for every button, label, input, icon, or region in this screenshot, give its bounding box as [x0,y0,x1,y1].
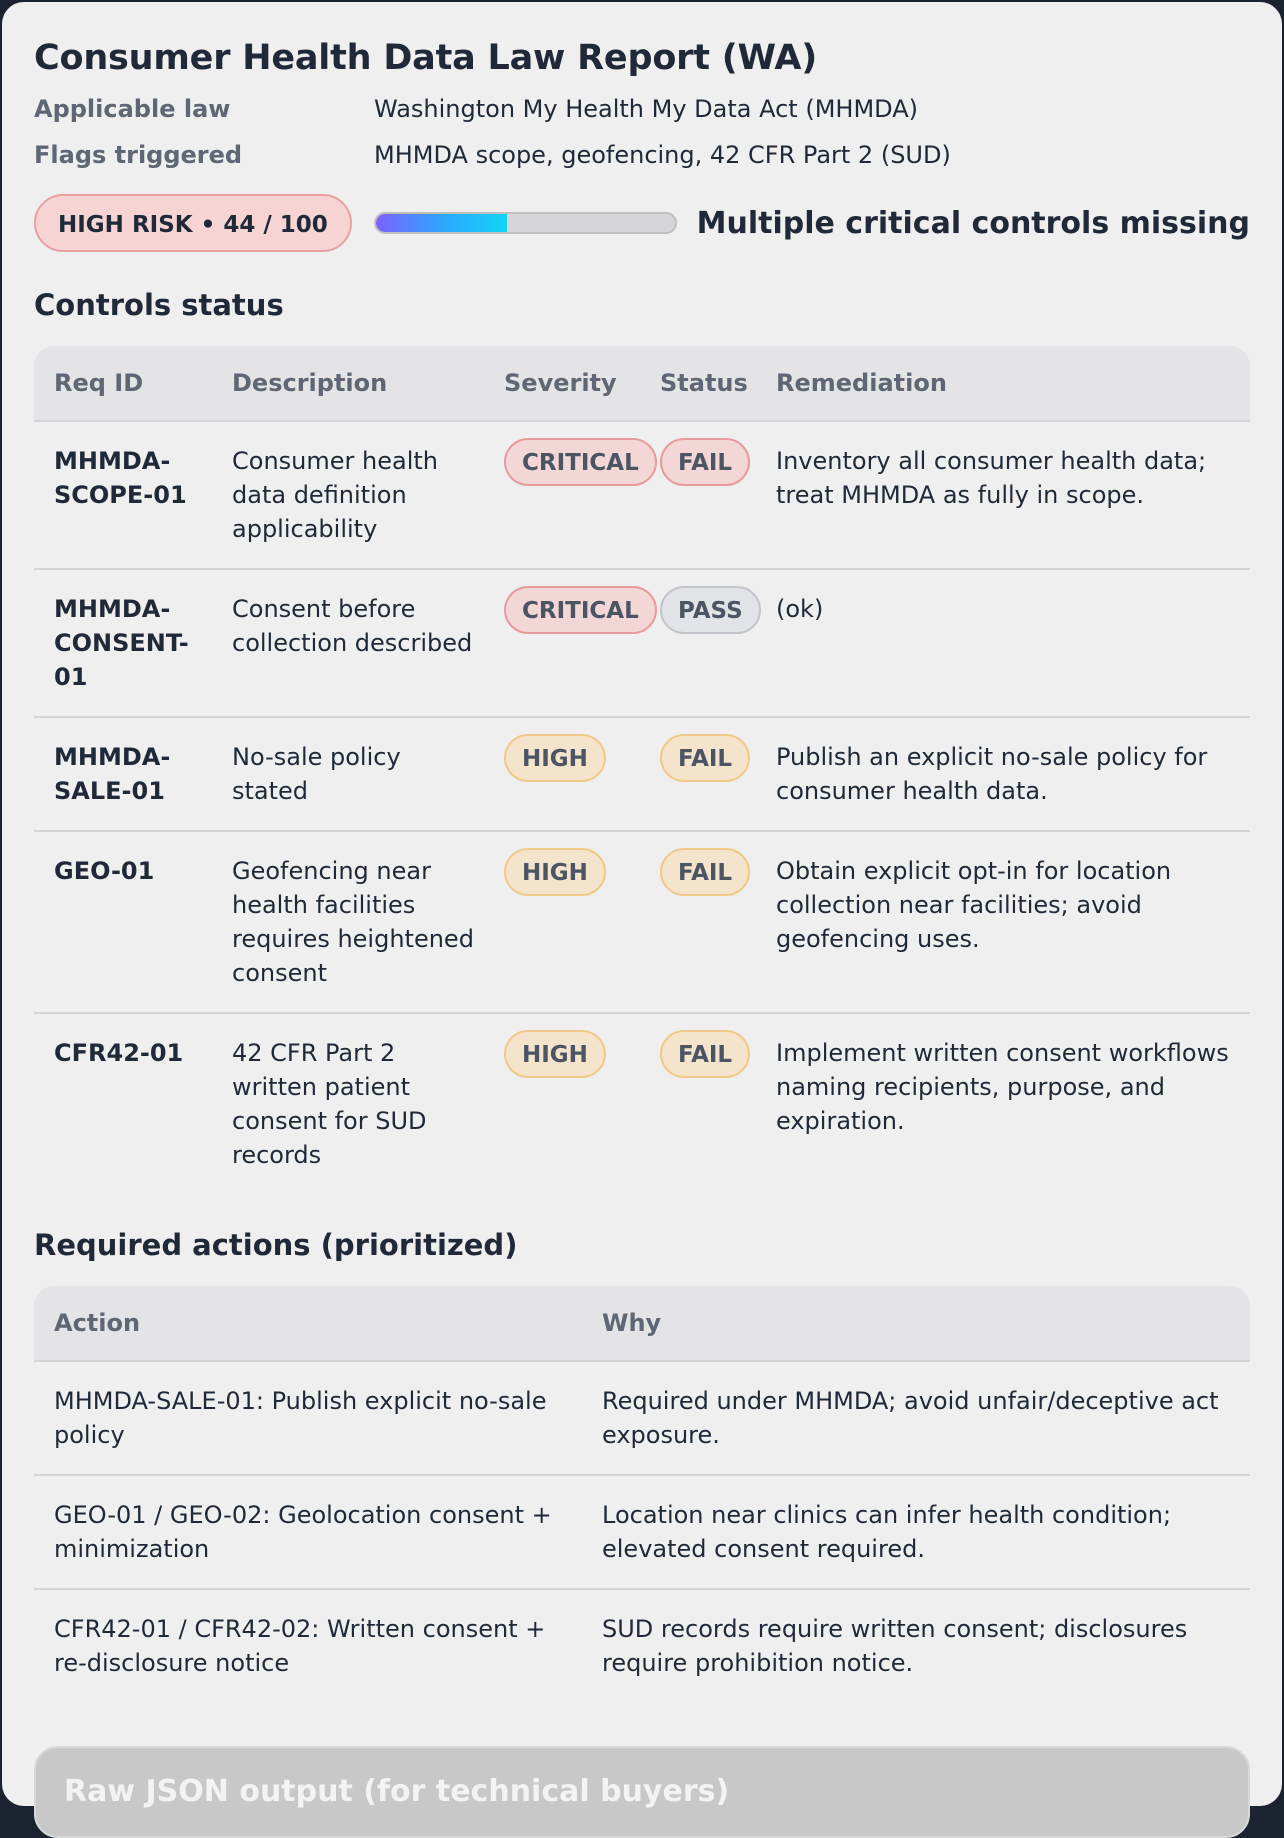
table-row [34,717,1250,831]
severity-badge: HIGH [504,1030,606,1078]
table-row [34,1361,1250,1475]
page-title: Consumer Health Data Law Report (WA) [34,38,818,78]
severity-badge: CRITICAL [504,586,657,634]
description: 42 CFR Part 2 written patient consent for SUD records [232,1039,427,1169]
risk-score-fill [376,214,508,232]
flags-label: Flags triggered [34,141,243,169]
description: Consumer health data definition applicability [212,421,484,569]
status-badge: FAIL [660,848,750,896]
table-row [34,1589,1250,1702]
applicable-law-value: Washington My Health My Data Act (MHMDA) [374,95,919,123]
col-description: Description [212,346,484,421]
controls-heading: Controls status [34,288,284,322]
description: Geofencing near health facilities requires heightened consent [212,831,484,1013]
remediation: Inventory all consumer health data; treat MHMDA as fully in scope. [756,421,1250,569]
why: SUD records require written consent; disclosures require prohibition notice. [602,1615,1188,1677]
req-id: GEO-01 [34,831,212,1013]
table-row [34,421,1250,569]
action: GEO-01 / GEO-02: Geolocation consent + minimization [34,1475,582,1589]
why: Required under MHMDA; avoid unfair/deceptive act exposure. [582,1361,1250,1475]
controls-header-row [34,346,1250,421]
description: Consent before collection described [212,569,484,717]
actions-header-row [34,1286,1250,1361]
risk-summary: Multiple critical controls missing [696,205,1250,241]
remediation: (ok) [756,569,1250,717]
col-action: Action [34,1286,582,1361]
req-id: MHMDA- SALE-01 [34,717,212,831]
applicable-law-label: Applicable law [34,95,231,123]
actions-table [34,1286,1250,1702]
flags-value: MHMDA scope, geofencing, 42 CFR Part 2 (SUD) [374,141,951,169]
report-card [2,2,1282,1809]
severity-badge: HIGH [504,848,606,896]
table-row [34,831,1250,1013]
flags-row [34,140,1250,170]
controls-table [34,346,1250,1194]
action: MHMDA-SALE-01: Publish explicit no-sale policy [34,1361,582,1475]
col-remediation: Remediation [756,346,1250,421]
col-why: Why [582,1286,1250,1361]
description: No-sale policy stated [212,717,484,831]
risk-badge: HIGH RISK • 44 / 100 [34,194,352,252]
risk-score-bar [374,212,677,234]
status-badge: PASS [660,586,761,634]
severity-badge: HIGH [504,734,606,782]
col-req-id: Req ID [34,346,212,421]
col-status: Status [640,346,756,421]
actions-heading: Required actions (prioritized) [34,1228,518,1262]
raw-json-toggle-button[interactable]: Raw JSON output (for technical buyers) [34,1746,1250,1838]
action: CFR42-01 / CFR42-02: Written consent + re-disclosure notice [54,1615,546,1677]
table-row [34,569,1250,717]
table-row [34,1475,1250,1589]
col-severity: Severity [484,346,640,421]
req-id: MHMDA- SCOPE-01 [34,421,212,569]
remediation: Implement written consent workflows naming recipients, purpose, and expiration. [776,1039,1229,1135]
remediation: Obtain explicit opt-in for location collection near facilities; avoid geofencing uses. [756,831,1250,1013]
status-badge: FAIL [660,1030,750,1078]
risk-row [34,192,1250,254]
table-row [34,1013,1250,1194]
remediation: Publish an explicit no-sale policy for consumer health data. [756,717,1250,831]
status-badge: FAIL [660,734,750,782]
why: Location near clinics can infer health condition; elevated consent required. [582,1475,1250,1589]
applicable-law-row [34,94,1250,124]
req-id: CFR42-01 [54,1039,184,1067]
req-id: MHMDA- CONSENT-01 [34,569,212,717]
severity-badge: CRITICAL [504,438,657,486]
status-badge: FAIL [660,438,750,486]
